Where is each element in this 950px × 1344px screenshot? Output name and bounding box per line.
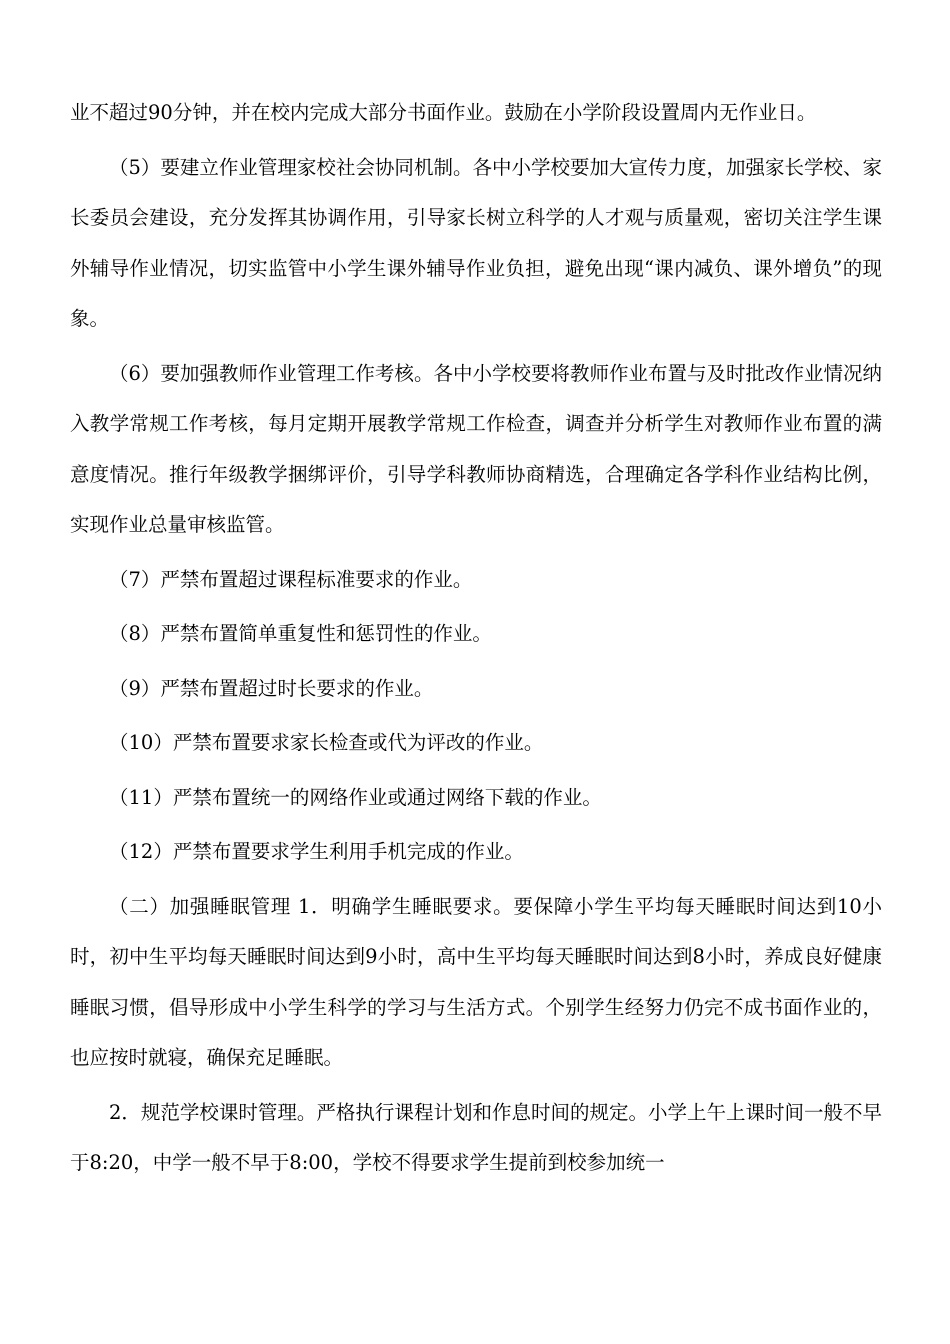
paragraph-item-5: （5）要建立作业管理家校社会协同机制。各中小学校要加大宣传力度，加强家长学校、家长委员会建设，充分发挥其协调作用，引导家长树立科学的人才观与质量观，密切关注学生课外辅导作业情况，切实监管中小学生课外辅导作业负担，避免出现“课内减负、课外增负”的现象。 bbox=[70, 155, 882, 330]
paragraph-item-9: （9）严禁布置超过时长要求的作业。 bbox=[109, 676, 434, 700]
paragraph-item-7: （7）严禁布置超过课程标准要求的作业。 bbox=[109, 567, 473, 591]
paragraph-item-12: （12）严禁布置要求学生利用手机完成的作业。 bbox=[109, 840, 524, 863]
paragraph-item-10: （10）严禁布置要求家长检查或代为评改的作业。 bbox=[109, 731, 544, 754]
paragraph-class-hours: 2．规范学校课时管理。严格执行课程计划和作息时间的规定。小学上午上课时间一般不早于8:20，中学一般不早于8:00，学校不得要求学生提前到校参加统一 bbox=[70, 1100, 882, 1174]
document-page bbox=[70, 88, 882, 1193]
paragraph-item-6: （6）要加强教师作业管理工作考核。各中小学校要将教师作业布置与及时批改作业情况纳入教学常规工作考核，每月定期开展教学常规工作检查，调查并分析学生对教师作业布置的满意度情况。推行年级教学捆绑评价，引导学科教师协商精选，合理确定各学科作业结构比例，实现作业总量审核监管。 bbox=[70, 361, 882, 536]
paragraph-continuation: 业不超过90分钟，并在校内完成大部分书面作业。鼓励在小学阶段设置周内无作业日。 bbox=[70, 101, 817, 124]
paragraph-item-11: （11）严禁布置统一的网络作业或通过网络下载的作业。 bbox=[109, 785, 602, 809]
paragraph-item-8: （8）严禁布置简单重复性和惩罚性的作业。 bbox=[109, 622, 492, 645]
paragraph-sleep-management: （二）加强睡眠管理 1．明确学生睡眠要求。要保障小学生平均每天睡眠时间达到10小时，初中生平均每天睡眠时间达到9小时，高中生平均每天睡眠时间达到8小时，养成良好健康睡眠习惯，倡导形成中小学生科学的学习与生活方式。个别学生经努力仍完不成书面作业的，也应按时就寝，确保充足睡眠。 bbox=[70, 894, 882, 1069]
